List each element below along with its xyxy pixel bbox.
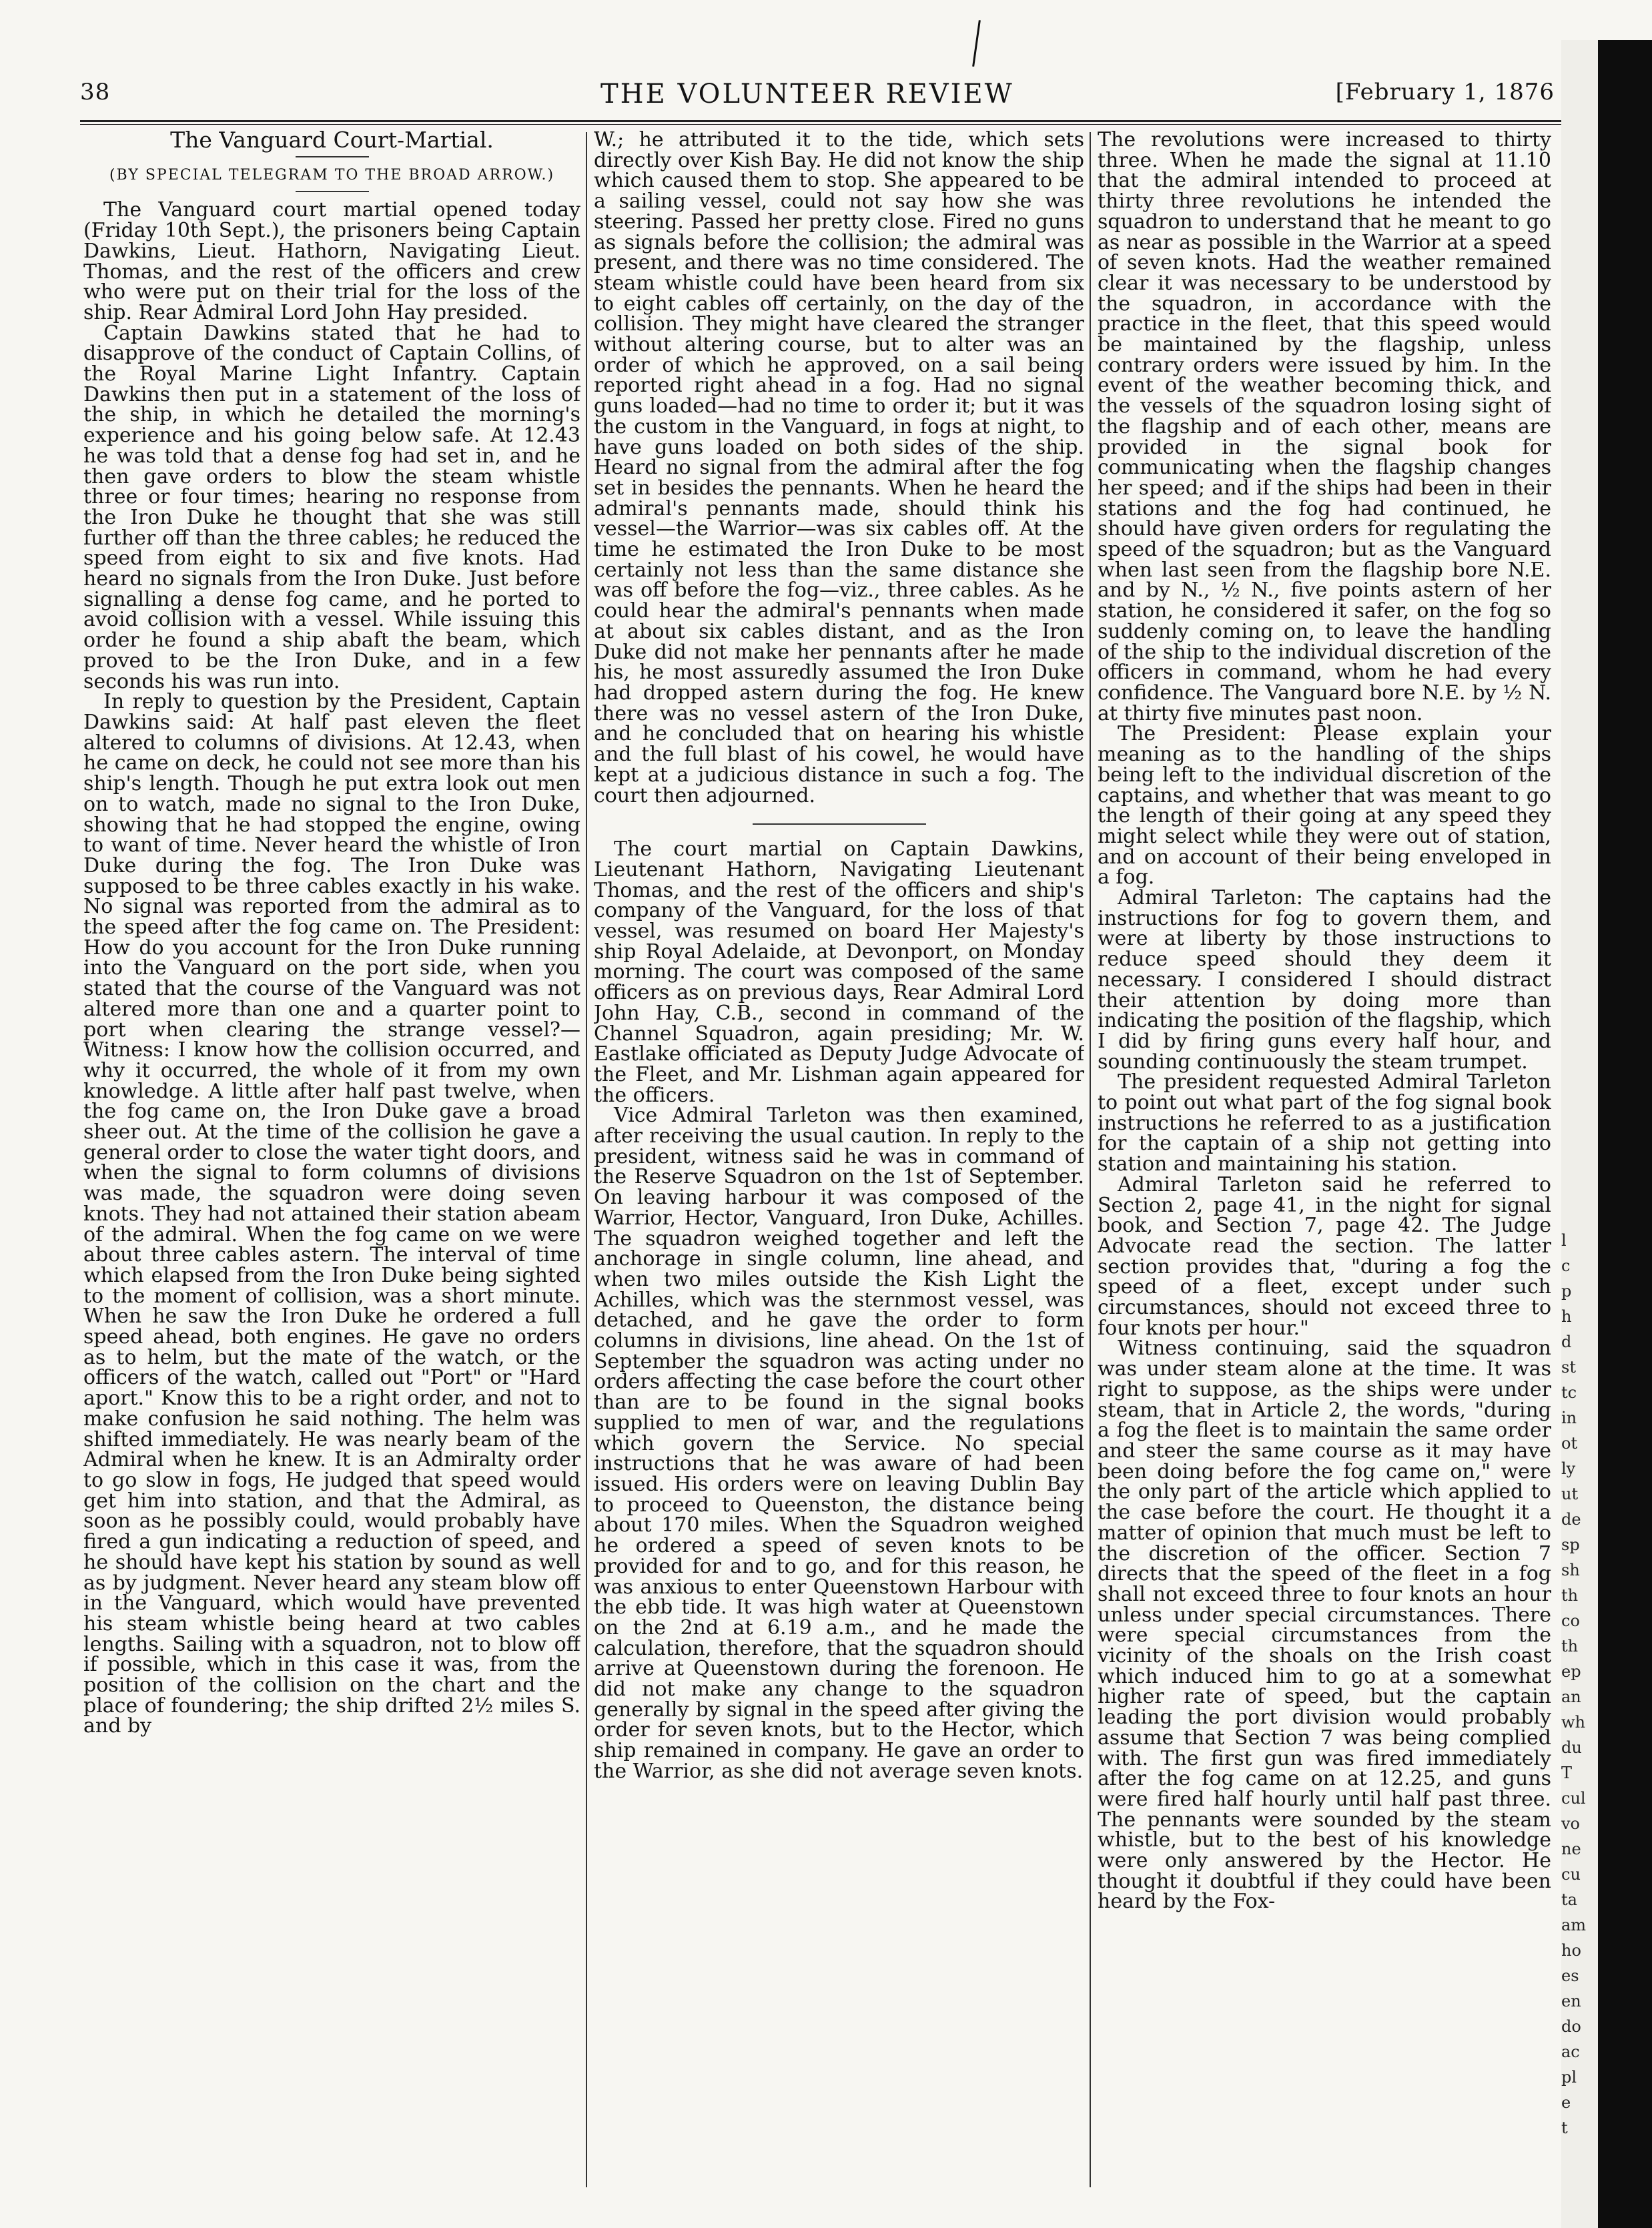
- paragraph: In reply to question by the President, Captain Dawkins said: At half past eleven the fleet altered to columns of divisions. At 12.43, when he came on deck, he could not see more than his ship's length. Though he put extra look out men on to watch, made no signal to the Iron Duke, showing that he had stopped the engine, owing to want of time. Never heard the whistle of Iron Duke during the fog. The Iron Duke was supposed to be three cables exactly in his wake. No signal was reported from the admiral as to the speed after the fog came on. The President: How do you account for the Iron Duke running into the Vanguard on the port side, when you stated that the course of the Vanguard was not altered more than one and a quarter point to port when clearing the strange vessel?—Witness: I know how the collision occurred, and why it occurred, the whole of it from my own knowledge. A little after half past twelve, when the fog came on, the Iron Duke gave a broad sheer out. At the time of the collision he gave a general order to close the water tight doors, and when the signal to form columns of divisions was made, the squadron were doing seven knots. They had not attained their station abeam of the admiral. When the fog came on we were about three cables astern. The interval of time which elapsed from the Iron Duke being sighted to the moment of collision, was a short minute. When he saw the Iron Duke he ordered a full speed ahead, both engines. He gave no orders as to helm, but the mate of the watch, or the officers of the watch, called out "Port" or "Hard aport." Know this to be a right order, and not to make confusion he said nothing. The helm was shifted immediately. He was nearly beam of the Admiral when he knew. It is an Admiralty order to go slow in fogs, He judged that speed would get him into station, and that the Admiral, as soon as he possibly could, would probably have fired a gun indicating a reduction of speed, and he should have kept his station by sound as well as by judgment. Never heard any steam blow off in the Vanguard, which would have prevented his steam whistle being heard at two cables lengths. Sailing with a squadron, not to blow off if possible, which in this case it was, from the position of the collision on the chart and the place of foundering; the ship drifted 2½ miles S. and by: [83, 690, 580, 1738]
- masthead: [80, 75, 1568, 121]
- pen-mark: [972, 20, 981, 67]
- margin-fragment: ut: [1561, 1485, 1579, 1503]
- margin-fragment: ho: [1561, 1941, 1581, 1960]
- margin-fragment: co: [1561, 1611, 1580, 1630]
- column-3: [1098, 130, 1551, 2185]
- margin-fragment: c: [1561, 1256, 1571, 1275]
- scan-edge-shadow: [1598, 40, 1652, 2228]
- masthead-rule: [80, 120, 1575, 122]
- margin-fragment: th: [1561, 1586, 1579, 1605]
- margin-fragment: d: [1561, 1333, 1572, 1351]
- paragraph: W.; he attributed it to the tide, which sets directly over Kish Bay. He did not know the ship which caused them to stop. She appeared to be a sailing vessel, could not say how she was steering. Passed her pretty close. Fired no guns as signals before the collision; the admiral was present, and there was no time considered. The steam whistle could have been heard from six to eight cables off certainly, on the day of the collision. They might have cleared the stranger without altering course, but to alter was an order of which he approved, on a sail being reported right ahead in a fog. Had no signal guns loaded—had no time to order it; but it was the custom in the Vanguard, in fogs at night, to have guns loaded on both sides of the ship. Heard no signal from the admiral after the fog set in besides the pennants. When he heard the admiral's pennants made, should think his vessel—the Warrior—was six cables off. At the time he estimated the Iron Duke to be most certainly not less than the same distance she was off before the fog—viz., three cables. As he could hear the admiral's pennants when made at about six cables distant, and as the Iron Duke did not make her pennants after he made his, he most assuredly assumed the Iron Duke had dropped astern during the fog. He knew there was no vessel astern of the Iron Duke, and he concluded that on hearing his whistle and the full blast of his cowel, he would have kept at a judicious distance in such a fog. The court then adjourned.: [594, 130, 1084, 807]
- margin-fragment: es: [1561, 1966, 1579, 1985]
- column-1: [83, 130, 580, 2185]
- article-byline: (BY SPECIAL TELEGRAM TO THE BROAD ARROW.): [109, 166, 555, 183]
- margin-fragment: ly: [1561, 1459, 1576, 1478]
- paragraph: Witness continuing, said the squadron was under steam alone at the time. It was right to suppose, as the ships were under steam, that in Article 2, the words, "during a fog the fleet is to maintain the same order and steer the same course as it may have been doing before the fog came on," were the only part of the article which applied to the case before the court. He thought it a matter of opinion that much must be left to the discretion of the officer. Section 7 directs that the speed of the fleet in a fog shall not exceed three to four knots an hour unless under special circumstances. There were special circumstances from the vicinity of the shoals on the Irish coast which induced him to go at a somewhat higher rate of speed, but the captain leading the port division would probably assume that Section 7 was being complied with. The first gun was fired immediately after the fog came on at 12.25, and guns were fired half hourly until half past three. The pennants were sounded by the steam whistle, but to the best of his knowledge were only answered by the Hector. He thought it doubtful if they could have been heard by the Fox-: [1098, 1337, 1551, 1914]
- margin-fragment: ot: [1561, 1434, 1578, 1453]
- margin-fragment: du: [1561, 1738, 1582, 1757]
- margin-fragment: st: [1561, 1358, 1576, 1377]
- adjacent-page-fragments: [1561, 1228, 1593, 2141]
- margin-fragment: tc: [1561, 1383, 1577, 1402]
- paragraph: The court martial on Captain Dawkins, Lieutenant Hathorn, Navigating Lieutenant Thomas, and the rest of the officers and ship's company of the Vanguard, for the loss of that vessel, was resumed on board Her Majesty's ship Royal Adelaide, at Devonport, on Monday morning. The court was composed of the same officers as on previous days, Rear Admiral Lord John Hay, C.B., second in command of the Channel Squadron, again presiding; Mr. W. Eastlake officiated as Deputy Judge Advocate of the Fleet, and Mr. Lishman again appeared for the officers.: [594, 837, 1084, 1107]
- issue-date: [February 1, 1876: [1335, 79, 1555, 105]
- margin-fragment: in: [1561, 1409, 1577, 1427]
- margin-fragment: en: [1561, 1992, 1581, 2010]
- margin-fragment: sp: [1561, 1535, 1580, 1554]
- column-2: [594, 130, 1084, 2185]
- byline-rule: [296, 191, 369, 192]
- publication-title: THE VOLUNTEER REVIEW: [600, 79, 1014, 109]
- paragraph: Captain Dawkins stated that he had to disapprove of the conduct of Captain Collins, of the Royal Marine Light Infantry. Captain Dawkins then put in a statement of the loss of the ship, in which he detailed the morning's experience and his going below safe. At 12.43 he was told that a dense fog had set in, and he then gave orders to blow the steam whistle three or four times; hearing no response from the Iron Duke he thought that she was still further off than the three cables; he reduced the speed from eight to six and five knots. Had heard no signals from the Iron Duke. Just before signalling a dense fog came, and he ported to avoid collision with a vessel. While issuing this order he found a ship abaft the beam, which proved to be the Iron Duke, and in a few seconds his was run into.: [83, 321, 580, 693]
- page-number: 38: [80, 79, 111, 105]
- paragraph: Admiral Tarleton: The captains had the instructions for fog to govern them, and were at liberty by those instructions to reduce speed should they deem it necessary. I considered I should distract their attention by doing more than indicating the position of the flagship, which I did by firing guns every half hour, and sounding continuously the steam trumpet.: [1098, 886, 1551, 1074]
- margin-fragment: e: [1561, 2093, 1571, 2112]
- paragraph: The Vanguard court martial opened today (Friday 10th Sept.), the prisoners being Captain Dawkins, Lieut. Hathorn, Navigating Lieut. Thomas, and the rest of the officers and crew who were put on their trial for the loss of the ship. Rear Admiral Lord John Hay presided.: [83, 198, 580, 324]
- margin-fragment: cu: [1561, 1865, 1581, 1884]
- margin-fragment: T: [1561, 1764, 1573, 1782]
- column-divider: [586, 132, 587, 2187]
- margin-fragment: pl: [1561, 2068, 1577, 2087]
- headline-rule: [296, 156, 369, 157]
- margin-fragment: t: [1561, 2119, 1568, 2137]
- margin-fragment: sh: [1561, 1561, 1580, 1579]
- paragraph: Admiral Tarleton said he referred to Section 2, page 41, in the night for signal book, and Section 7, page 42. The Judge Advocate read the section. The latter section provides that, "during a fog the speed of a fleet, except under such circumstances, should not exceed three to four knots per hour.": [1098, 1172, 1551, 1340]
- margin-fragment: wh: [1561, 1713, 1585, 1732]
- column-divider: [1090, 132, 1091, 2187]
- margin-fragment: cul: [1561, 1789, 1586, 1808]
- masthead-rule-thin: [80, 124, 1575, 125]
- paragraph: The President: Please explain your meaning as to the handling of the ships being left to the individual discretion of the captains, and whether that was meant to go the length of their going at any speed they might select while they were out of station, and on account of their being enveloped in a fog.: [1098, 722, 1551, 889]
- paragraph: Vice Admiral Tarleton was then examined, after receiving the usual caution. In reply to the president, witness said he was in command of the Reserve Squadron on the 1st of September. On leaving harbour it was composed of the Warrior, Hector, Vanguard, Iron Duke, Achilles. The squadron weighed together and left the anchorage in single column, line ahead, and when two miles outside the Kish Light the Achilles, which was the sternmost vessel, was detached, and he gave the order to form columns in divisions, line ahead. On the 1st of September the squadron was acting under no orders affecting the case before the court other than are to be found in the signal books supplied to men of war, and the regulations which govern the Service. No special instructions that he was aware of had been issued. His orders were on leaving Dublin Bay to proceed to Queenston, the distance being about 170 miles. When the Squadron weighed he ordered a speed of seven knots to be provided for and to go, and for this reason, he was anxious to enter Queenstown Harbour with the ebb tide. It was high water at Queenstown on the 2nd at 6.19 a.m., and he made the calculation, therefore, that the squadron should arrive at Queenstown during the forenoon. He did not make any change to the squadron generally by signal in the speed after giving the order for seven knots, but to the Hector, which ship remained in company. He gave an order to the Warrior, as she did not average seven knots.: [594, 1104, 1084, 1783]
- margin-fragment: vo: [1561, 1814, 1581, 1833]
- margin-fragment: l: [1561, 1231, 1567, 1250]
- margin-fragment: am: [1561, 1916, 1587, 1934]
- margin-fragment: an: [1561, 1688, 1581, 1706]
- section-separator: [753, 823, 926, 825]
- margin-fragment: p: [1561, 1282, 1572, 1301]
- paragraph: The revolutions were increased to thirty three. When he made the signal at 11.10 that the admiral intended to proceed at thirty three revolutions he intended the squadron to understand that he meant to go as near as possible in the Warrior at a speed of seven knots. Had the weather remained clear it was necessary to be understood by the squadron, in accordance with the practice in the fleet, that this speed would be maintained by the flagship, unless contrary orders were issued by him. In the event of the weather becoming thick, and the vessels of the squadron losing sight of the flagship and of each other, means are provided in the signal book for communicating when the flagship changes her speed; and if the ships had been in their stations and the fog had continued, he should have given orders for regulating the speed of the squadron; but as the Vanguard when last seen from the flagship bore N.E. and by N., ½ N., five points astern of her station, he considered it safer, on the fog so suddenly coming on, to leave the handling of the ship to the individual discretion of the officers in command, whom he had every confidence. The Vanguard bore N.E. by ½ N. at thirty five minutes past noon.: [1098, 130, 1551, 725]
- article-headline: The Vanguard Court-Martial.: [170, 130, 494, 153]
- margin-fragment: do: [1561, 2017, 1581, 2036]
- margin-fragment: th: [1561, 1637, 1579, 1655]
- margin-fragment: ta: [1561, 1890, 1577, 1909]
- paragraph: The president requested Admiral Tarleton to point out what part of the fog signal book instructions he referred to as a justification for the captain of a ship not getting into station and maintaining his station.: [1098, 1070, 1551, 1176]
- margin-fragment: de: [1561, 1510, 1581, 1529]
- margin-fragment: ac: [1561, 2043, 1580, 2061]
- margin-fragment: ne: [1561, 1840, 1581, 1858]
- margin-fragment: ep: [1561, 1662, 1581, 1681]
- margin-fragment: h: [1561, 1307, 1572, 1326]
